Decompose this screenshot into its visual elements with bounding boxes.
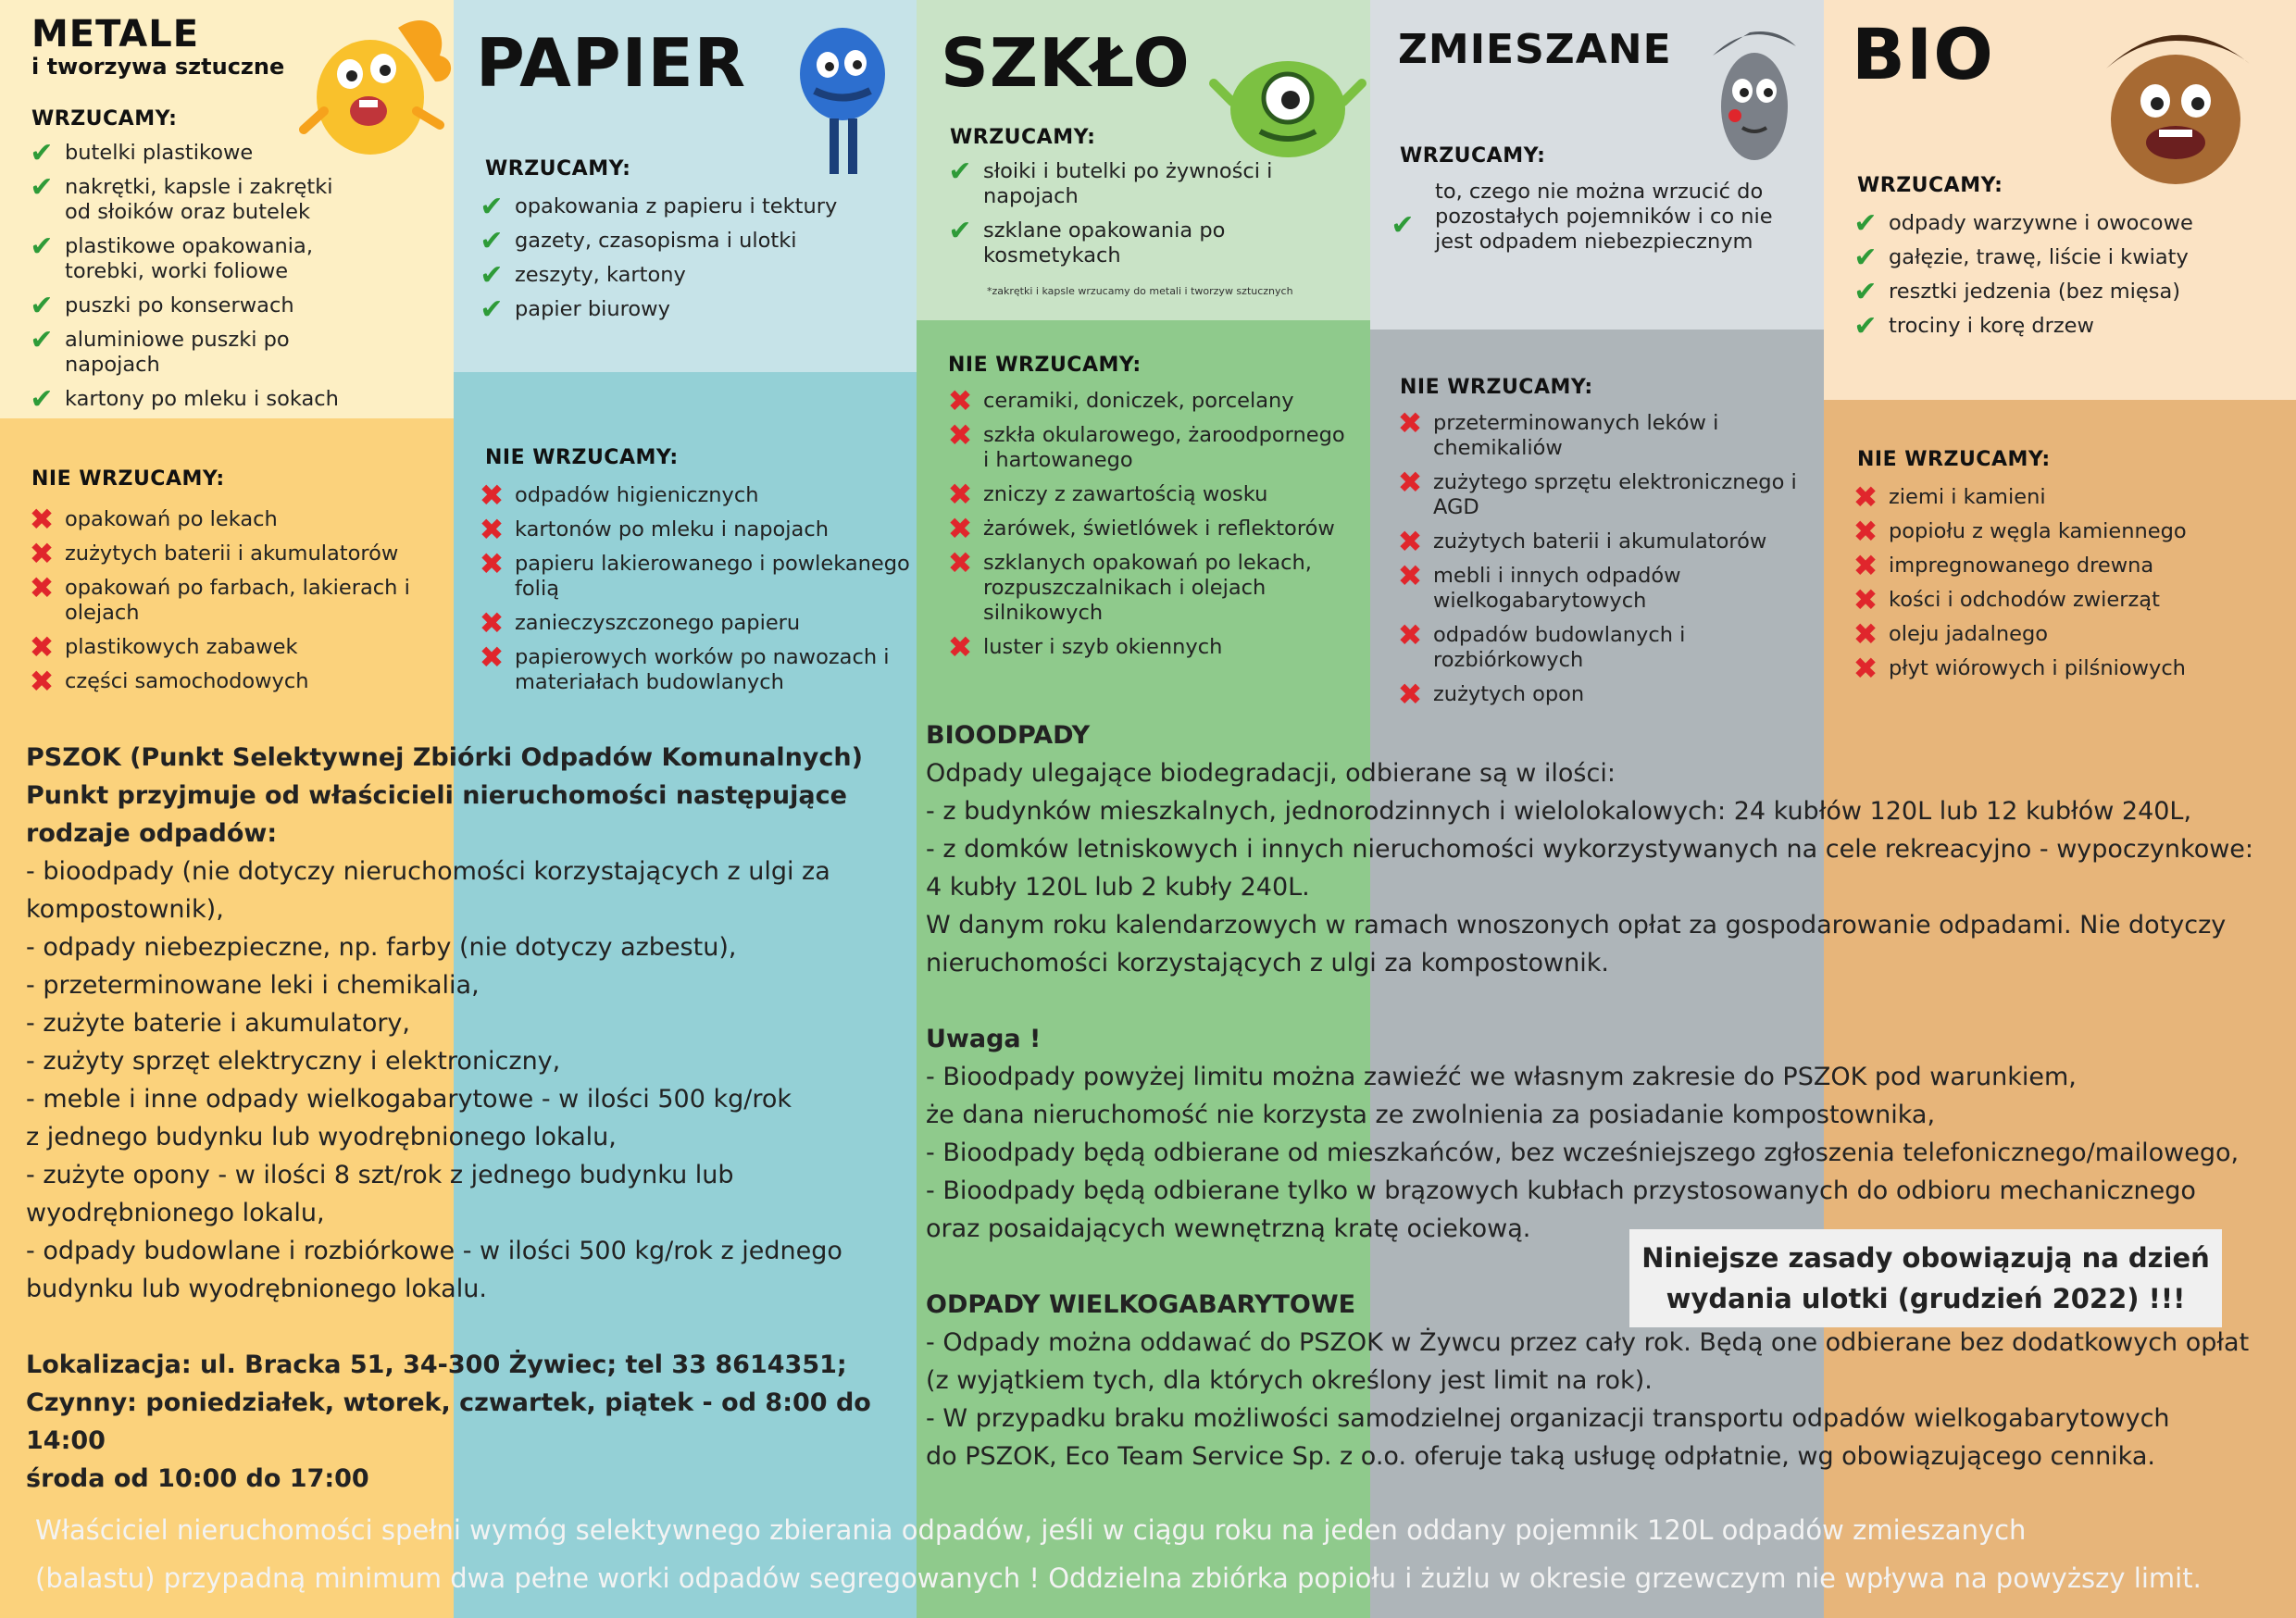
- szklo-no-label: NIE WRZUCAMY:: [948, 354, 1142, 377]
- bioodpady-heading: BIOODPADY: [926, 721, 1091, 750]
- cross-icon: ✖: [1397, 677, 1423, 712]
- pszok-subheading: Punkt przyjmuje od właścicieli nieruchomości następujące: [26, 781, 847, 810]
- footer-note: [35, 1506, 2276, 1602]
- check-icon: ✔: [30, 171, 54, 204]
- pszok-line: - zużyte baterie i akumulatory,: [26, 1009, 410, 1038]
- check-icon: ✔: [30, 230, 54, 263]
- cross-icon: ✖: [29, 629, 55, 665]
- list-item: ✔ opakowania z papieru i tektury: [478, 194, 904, 219]
- notice-line-2: wydania ulotki (grudzień 2022) !!!: [1666, 1283, 2186, 1314]
- bio-no-list: [1852, 479, 2277, 691]
- cross-icon: ✖: [1853, 548, 1878, 583]
- wielkogabarytowe-line: do PSZOK, Eco Team Service Sp. z o.o. oferuje taką usługę odpłatnie, wg obowiązującego cennika.: [926, 1442, 2155, 1471]
- papier-yes-list: [478, 191, 904, 331]
- cross-icon: ✖: [947, 545, 973, 580]
- uwaga-line: oraz posaidających wewnętrzną kratę ociekową.: [926, 1214, 1531, 1243]
- mix-no-list: [1396, 405, 1822, 716]
- pszok-line: - odpady niebezpieczne, np. farby (nie dotyczy azbestu),: [26, 933, 737, 962]
- check-icon: ✔: [1853, 207, 1878, 240]
- pszok-heading: PSZOK (Punkt Selektywnej Zbiórki Odpadów Komunalnych): [26, 743, 863, 772]
- mix-title: ZMIESZANE: [1398, 26, 1672, 73]
- cross-icon: ✖: [479, 478, 505, 513]
- cross-icon: ✖: [1397, 465, 1423, 500]
- check-icon: ✔: [1853, 242, 1878, 274]
- bioodpady-line: Odpady ulegające biodegradacji, odbierane są w ilości:: [926, 759, 1616, 788]
- bioodpady-line: - z budynków mieszkalnych, jednorodzinnych i wielolokalowych: 24 kubłów 120L lub 12 kubłów 240L,: [926, 797, 2192, 826]
- list-item: ✖ papieru lakierowanego i powlekanego folią: [479, 546, 910, 601]
- pszok-line: - bioodpady (nie dotyczy nieruchomości korzystających z ulgi za: [26, 857, 830, 886]
- check-icon: ✔: [1391, 209, 1415, 242]
- papier-mascot-icon: [778, 17, 907, 183]
- pszok-line: - meble i inne odpady wielkogabarytowe - w ilości 500 kg/rok: [26, 1085, 792, 1114]
- bio-yes-list: [1852, 207, 2277, 348]
- cross-icon: ✖: [1853, 514, 1878, 549]
- list-item: ✖ zużytych baterii i akumulatorów: [29, 536, 399, 571]
- list-item: ✔ nakrętki, kapsle i zakrętki od słoików oraz butelek: [28, 175, 343, 225]
- list-item: ✖ odpadów higienicznych: [479, 478, 759, 513]
- pszok-hours: Czynny: poniedziałek, wtorek, czwartek, piątek - od 8:00 do 14:00: [26, 1388, 871, 1455]
- check-icon: ✔: [1853, 310, 1878, 342]
- uwaga-line: - Bioodpady powyżej limitu można zawieźć we własnym zakresie do PSZOK pod warunkiem,: [926, 1063, 2077, 1091]
- cross-icon: ✖: [1397, 617, 1423, 653]
- uwaga-line: - Bioodpady będą odbierane tylko w brązowych kubłach przystosowanych do odbioru mechanicznego: [926, 1176, 2196, 1205]
- list-item: ✔ gazety, czasopisma i ulotki: [478, 229, 904, 254]
- list-item: ✖ zużytych opon: [1397, 677, 1585, 712]
- cross-icon: ✖: [29, 570, 55, 605]
- list-item: ✖ ziemi i kamieni: [1853, 479, 2046, 515]
- cross-icon: ✖: [1853, 582, 1878, 617]
- list-item: ✖ impregnowanego drewna: [1853, 548, 2154, 583]
- pszok-line: budynku lub wyodrębnionego lokalu.: [26, 1275, 487, 1303]
- cross-icon: ✖: [947, 629, 973, 665]
- papier-no-label: NIE WRZUCAMY:: [485, 446, 679, 469]
- footer-line-2: (balastu) przypadną minimum dwa pełne worki odpadów segregowanych ! Oddzielna zbiórka popiołu i żużlu w okresie grzewczym nie wpływa na powyższy limit.: [35, 1562, 2202, 1594]
- cross-icon: ✖: [479, 605, 505, 641]
- cross-icon: ✖: [947, 477, 973, 512]
- check-icon: ✔: [948, 215, 972, 247]
- check-icon: ✔: [30, 383, 54, 416]
- check-icon: ✔: [480, 259, 504, 292]
- list-item: ✖ szkła okularowego, żaroodpornego i hartowanego: [947, 417, 1345, 472]
- list-item: ✔ kartony po mleku i sokach: [28, 387, 343, 412]
- pszok-line: wyodrębnionego lokalu,: [26, 1199, 325, 1227]
- bioodpady-line: nieruchomości korzystających z ulgi za kompostownik.: [926, 949, 1609, 977]
- list-item: ✖ zanieczyszczonego papieru: [479, 605, 801, 641]
- pszok-location: Lokalizacja: ul. Bracka 51, 34-300 Żywiec; tel 33 8614351;: [26, 1350, 847, 1379]
- check-icon: ✔: [30, 324, 54, 356]
- check-icon: ✔: [480, 293, 504, 326]
- cross-icon: ✖: [479, 640, 505, 675]
- list-item: ✖ ceramiki, doniczek, porcelany: [947, 383, 1294, 418]
- metale-title: METALE: [31, 13, 200, 56]
- footer-line-1: Właściciel nieruchomości spełni wymóg selektywnego zbierania odpadów, jeśli w ciągu roku na jeden oddany pojemnik 120L odpadów zmieszanych: [35, 1514, 2027, 1546]
- cross-icon: ✖: [1853, 479, 1878, 515]
- papier-no-list: [478, 478, 917, 704]
- szklo-mascot-icon: [1209, 46, 1366, 167]
- list-item: ✖ zużytego sprzętu elektronicznego i AGD: [1397, 465, 1797, 519]
- pszok-line: - zużyty sprzęt elektryczny i elektroniczny,: [26, 1047, 561, 1076]
- notice-line-1: Niniejsze zasady obowiązują na dzień: [1641, 1242, 2210, 1274]
- bio-title: BIO: [1852, 13, 1994, 95]
- cross-icon: ✖: [947, 417, 973, 453]
- cross-icon: ✖: [29, 502, 55, 537]
- cross-icon: ✖: [1853, 616, 1878, 652]
- bioodpady-line: 4 kubły 120L lub 2 kubły 240L.: [926, 873, 1310, 902]
- check-icon: ✔: [480, 225, 504, 257]
- papier-yes-label: WRZUCAMY:: [485, 157, 631, 180]
- list-item: ✖ opakowań po farbach, lakierach i olejach: [29, 570, 410, 625]
- list-item: ✖ kości i odchodów zwierząt: [1853, 582, 2160, 617]
- szklo-no-list: [946, 383, 1354, 669]
- mix-mascot-icon: [1694, 19, 1815, 176]
- cross-icon: ✖: [1397, 405, 1423, 441]
- list-item: ✔ aluminiowe puszki po napojach: [28, 328, 343, 378]
- mix-yes-label: WRZUCAMY:: [1400, 144, 1546, 168]
- wielkogabarytowe-line: - Odpady można oddawać do PSZOK w Żywcu przez cały rok. Będą one odbierane bez dodatkowych opłat: [926, 1328, 2250, 1357]
- check-icon: ✔: [30, 137, 54, 169]
- list-item: ✔ to, czego nie można wrzucić do pozostałych pojemników i co nie jest odpadem niebezpiecznym: [1389, 180, 1778, 255]
- cross-icon: ✖: [29, 664, 55, 699]
- szklo-yes-label: WRZUCAMY:: [950, 126, 1096, 149]
- uwaga-heading: Uwaga !: [926, 1025, 1042, 1053]
- check-icon: ✔: [948, 156, 972, 188]
- cross-icon: ✖: [1397, 558, 1423, 593]
- wielkogabarytowe-line: - W przypadku braku możliwości samodzielnej organizacji transportu odpadów wielkogabarytowych: [926, 1404, 2170, 1433]
- list-item: ✖ zużytych baterii i akumulatorów: [1397, 524, 1767, 559]
- cross-icon: ✖: [479, 512, 505, 547]
- list-item: ✖ szklanych opakowań po lekach, rozpuszczalnikach i olejach silnikowych: [947, 545, 1312, 625]
- metale-no-label: NIE WRZUCAMY:: [31, 467, 225, 491]
- list-item: ✔ butelki plastikowe: [28, 141, 343, 166]
- cross-icon: ✖: [1853, 651, 1878, 686]
- pszok-line: - odpady budowlane i rozbiórkowe - w ilości 500 kg/rok z jednego: [26, 1237, 842, 1265]
- wielkogabarytowe-line: (z wyjątkiem tych, dla których określony jest limit na rok).: [926, 1366, 1653, 1395]
- bio-mascot-icon: [2083, 13, 2268, 198]
- list-item: ✔ słoiki i butelki po żywności i napojach: [946, 159, 1279, 209]
- list-item: ✖ części samochodowych: [29, 664, 309, 699]
- metale-yes-list: [28, 137, 343, 421]
- uwaga-line: że dana nieruchomość nie korzysta ze zwolnienia za posiadanie kompostownika,: [926, 1101, 1936, 1129]
- metale-yes-label: WRZUCAMY:: [31, 107, 178, 131]
- list-item: ✖ mebli i innych odpadów wielkogabarytowych: [1397, 558, 1681, 613]
- metale-no-list: [28, 502, 435, 703]
- list-item: ✖ żarówek, świetlówek i reflektorów: [947, 511, 1335, 546]
- list-item: ✔ puszki po konserwach: [28, 293, 343, 318]
- list-item: ✔ zeszyty, kartony: [478, 263, 904, 288]
- szklo-note: *zakrętki i kapsle wrzucamy do metali i tworzyw sztucznych: [987, 285, 1293, 297]
- list-item: ✖ kartonów po mleku i napojach: [479, 512, 829, 547]
- list-item: ✔ trociny i korę drzew: [1852, 314, 2277, 339]
- list-item: ✔ papier biurowy: [478, 297, 904, 322]
- bioodpady-line: - z domków letniskowych i innych nieruchomości wykorzystywanych na cele rekreacyjno - wypoczynkowe:: [926, 835, 2254, 864]
- metale-subtitle: i tworzywa sztuczne: [31, 54, 285, 80]
- cross-icon: ✖: [947, 511, 973, 546]
- bio-no-label: NIE WRZUCAMY:: [1857, 448, 2051, 471]
- list-item: ✔ odpady warzywne i owocowe: [1852, 211, 2277, 236]
- bioodpady-section: [926, 716, 2287, 1475]
- mix-no-label: NIE WRZUCAMY:: [1400, 376, 1593, 399]
- cross-icon: ✖: [479, 546, 505, 581]
- check-icon: ✔: [1853, 276, 1878, 308]
- bioodpady-line: W danym roku kalendarzowych w ramach wnoszonych opłat za gospodarowanie odpadami. Nie dotyczy: [926, 911, 2227, 940]
- pszok-section: [26, 739, 924, 1498]
- list-item: ✔ plastikowe opakowania, torebki, worki foliowe: [28, 234, 343, 284]
- szklo-title: SZKŁO: [941, 24, 1191, 102]
- list-item: ✖ odpadów budowlanych i rozbiórkowych: [1397, 617, 1686, 672]
- cross-icon: ✖: [29, 536, 55, 571]
- list-item: ✖ popiołu z węgla kamiennego: [1853, 514, 2187, 549]
- cross-icon: ✖: [947, 383, 973, 418]
- list-item: ✖ płyt wiórowych i pilśniowych: [1853, 651, 2186, 686]
- list-item: ✖ luster i szyb okiennych: [947, 629, 1223, 665]
- list-item: ✖ zniczy z zawartością wosku: [947, 477, 1268, 512]
- list-item: ✔ szklane opakowania po kosmetykach: [946, 218, 1279, 268]
- list-item: ✖ opakowań po lekach: [29, 502, 278, 537]
- validity-notice: [1629, 1229, 2222, 1327]
- list-item: ✖ plastikowych zabawek: [29, 629, 298, 665]
- mix-yes-list: [1389, 180, 1778, 264]
- szklo-yes-list: [946, 156, 1279, 278]
- list-item: ✖ przeterminowanych leków i chemikaliów: [1397, 405, 1719, 460]
- pszok-subheading-2: rodzaje odpadów:: [26, 819, 278, 848]
- pszok-line: - przeterminowane leki i chemikalia,: [26, 971, 480, 1000]
- list-item: ✔ resztki jedzenia (bez mięsa): [1852, 280, 2277, 305]
- check-icon: ✔: [30, 290, 54, 322]
- papier-title: PAPIER: [476, 24, 747, 102]
- pszok-line: kompostownik),: [26, 895, 224, 924]
- check-icon: ✔: [480, 191, 504, 223]
- list-item: ✔ gałęzie, trawę, liście i kwiaty: [1852, 245, 2277, 270]
- uwaga-line: - Bioodpady będą odbierane od mieszkańców, bez wcześniejszego zgłoszenia telefonicznego/mailowego,: [926, 1139, 2240, 1167]
- cross-icon: ✖: [1397, 524, 1423, 559]
- list-item: ✖ papierowych worków po nawozach i materiałach budowlanych: [479, 640, 890, 694]
- pszok-hours-wed: środa od 10:00 do 17:00: [26, 1464, 369, 1493]
- pszok-line: - zużyte opony - w ilości 8 szt/rok z jednego budynku lub: [26, 1161, 734, 1189]
- pszok-line: z jednego budynku lub wyodrębnionego lokalu,: [26, 1123, 617, 1151]
- wielkogabarytowe-heading: ODPADY WIELKOGABARYTOWE: [926, 1290, 1356, 1319]
- bio-yes-label: WRZUCAMY:: [1857, 174, 2003, 197]
- list-item: ✖ oleju jadalnego: [1853, 616, 2049, 652]
